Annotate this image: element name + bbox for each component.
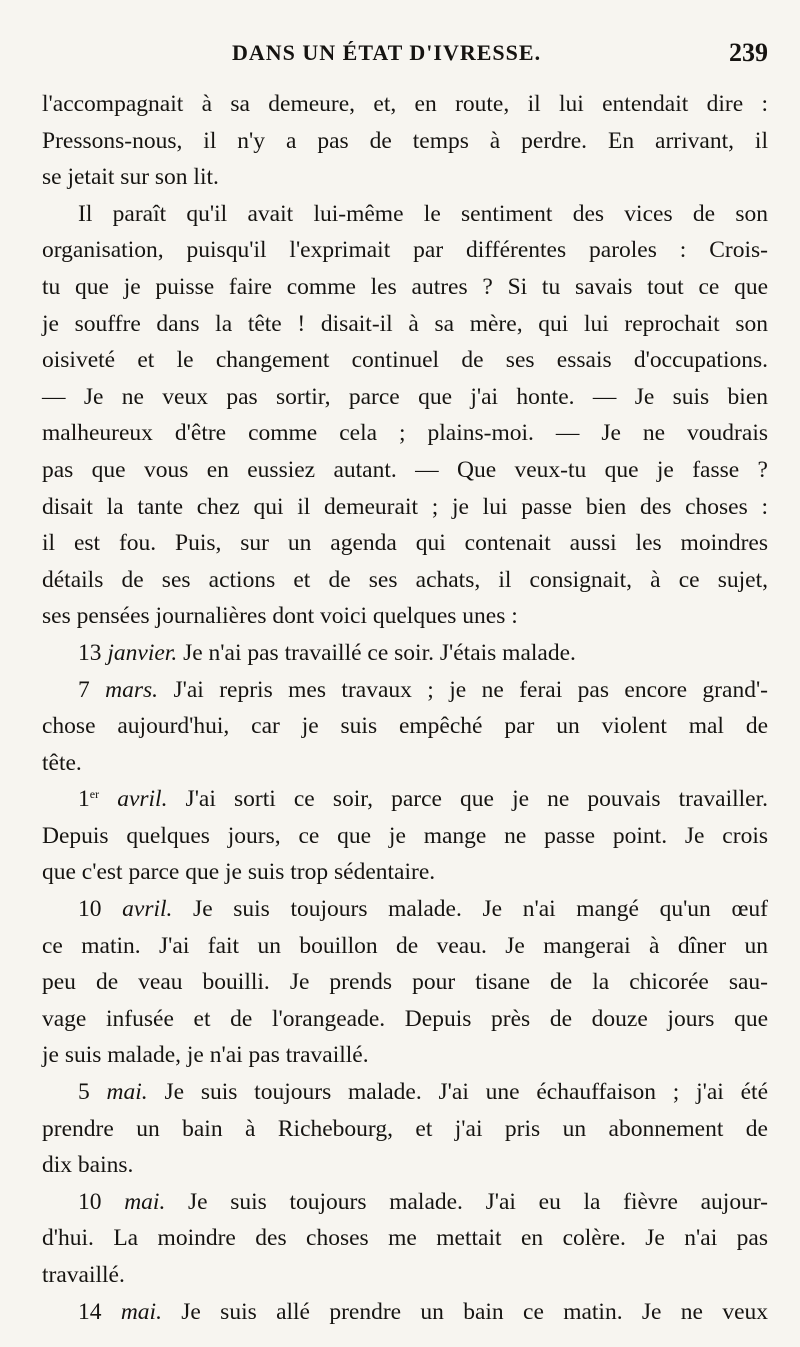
entry-date: janvier. <box>107 639 178 666</box>
text-line <box>42 1220 768 1257</box>
running-title: DANS UN ÉTAT D'IVRESSE. <box>232 40 542 65</box>
text-run: tu que je puisse faire comme les autres ? Si tu savais tout ce que <box>42 273 768 300</box>
text-line <box>42 269 768 306</box>
text-run: 10 <box>78 1188 125 1215</box>
text-line <box>42 379 768 416</box>
text-run: Je suis toujours malade. Je n'ai mangé qu'un œuf <box>172 896 768 923</box>
text-run: je souffre dans la tête ! disait-il à sa mère, qui lui reprochait son <box>42 310 768 337</box>
page-header <box>42 40 768 76</box>
text-line <box>42 598 768 635</box>
text-line <box>42 1111 768 1148</box>
text-run: oisiveté et le changement continuel de ses essais d'occupations. <box>42 347 768 374</box>
text-run: il est fou. Puis, sur un agenda qui contenait aussi les moindres <box>42 530 768 557</box>
text-line <box>42 123 768 160</box>
text-line <box>42 964 768 1001</box>
text-line <box>42 818 768 855</box>
text-run: vage infusée et de l'orangeade. Depuis près de douze jours que <box>42 1005 768 1032</box>
text-line <box>42 928 768 965</box>
text-line <box>42 489 768 526</box>
text-line <box>42 159 768 196</box>
text-run: Il paraît qu'il avait lui-même le sentiment des vices de son <box>78 200 768 227</box>
text-run: ce matin. J'ai fait un bouillon de veau. Je mangerai à dîner un <box>42 932 768 959</box>
text-run: Pressons-nous, il n'y a pas de temps à perdre. En arrivant, il <box>42 127 768 154</box>
entry-date: mai. <box>124 1188 166 1215</box>
body-text <box>42 86 768 1330</box>
text-line <box>42 854 768 891</box>
text-run: chose aujourd'hui, car je suis empêché par un violent mal de <box>42 713 768 740</box>
text-line <box>42 1074 768 1111</box>
text-line <box>42 672 768 709</box>
entry-date: avril. <box>117 786 168 813</box>
text-line <box>42 745 768 782</box>
text-run: d'hui. La moindre des choses me mettait en colère. Je n'ai pas <box>42 1225 768 1252</box>
text-line <box>42 708 768 745</box>
text-run: Depuis quelques jours, ce que je mange ne passe point. Je crois <box>42 822 768 849</box>
text-run: — Je ne veux pas sortir, parce que j'ai honte. — Je suis bien <box>42 383 768 410</box>
page-number: 239 <box>729 38 768 67</box>
text-run: prendre un bain à Richebourg, et j'ai pris un abonnement de <box>42 1115 768 1142</box>
text-run: ses pensées journalières dont voici quelques unes : <box>42 603 518 630</box>
text-run: détails de ses actions et de ses achats, il consignait, à ce sujet, <box>42 566 768 593</box>
text-run: se jetait sur son lit. <box>42 164 219 191</box>
entry-date: mai. <box>120 1298 162 1325</box>
text-run: Je suis toujours malade. J'ai eu la fièvre aujour- <box>165 1188 769 1215</box>
text-line <box>42 306 768 343</box>
text-line <box>42 635 768 672</box>
text-run: Je n'ai pas travaillé ce soir. J'étais malade. <box>177 639 576 666</box>
superscript: er <box>89 787 100 802</box>
text-run: Je suis allé prendre un bain ce matin. Je ne veux <box>161 1298 768 1325</box>
text-run: tête. <box>42 749 82 776</box>
text-line <box>42 342 768 379</box>
text-run: 7 <box>78 676 106 703</box>
text-run: 14 <box>78 1298 121 1325</box>
text-line <box>42 891 768 928</box>
text-run: malheureux d'être comme cela ; plains-moi. — Je ne voudrais <box>42 420 768 447</box>
text-line <box>42 1037 768 1074</box>
text-line <box>42 1257 768 1294</box>
text-run: Je suis toujours malade. J'ai une échauffaison ; j'ai été <box>147 1079 769 1106</box>
text-run: J'ai repris mes travaux ; je ne ferai pas encore grand'- <box>158 676 769 703</box>
text-run: que c'est parce que je suis trop sédentaire. <box>42 859 436 886</box>
text-run: organisation, puisqu'il l'exprimait par différentes paroles : Crois- <box>42 237 768 264</box>
text-line <box>42 196 768 233</box>
text-run: 10 <box>78 896 123 923</box>
text-run: J'ai sorti ce soir, parce que je ne pouvais travailler. <box>167 786 769 813</box>
text-line <box>42 452 768 489</box>
text-line <box>42 1184 768 1221</box>
text-run: travaillé. <box>42 1262 125 1288</box>
text-run: je suis malade, je n'ai pas travaillé. <box>42 1042 369 1069</box>
entry-date: mai. <box>106 1079 148 1106</box>
entry-date: avril. <box>122 896 173 923</box>
text-run: l'accompagnait à sa demeure, et, en route, il lui entendait dire : <box>42 91 768 117</box>
text-line <box>42 1147 768 1184</box>
text-run: pas que vous en eussiez autant. — Que veux-tu que je fasse ? <box>42 456 768 483</box>
text-line <box>42 781 768 818</box>
text-line <box>42 562 768 599</box>
text-line <box>42 1294 768 1331</box>
text-run: peu de veau bouilli. Je prends pour tisane de la chicorée sau- <box>42 969 768 996</box>
text-line <box>42 415 768 452</box>
text-run: disait la tante chez qui il demeurait ; je lui passe bien des choses : <box>42 493 768 520</box>
text-line <box>42 525 768 562</box>
text-run: 13 <box>78 639 108 666</box>
text-run: 5 <box>78 1079 107 1106</box>
text-run: 1 <box>78 786 90 813</box>
text-run <box>99 786 117 812</box>
entry-date: mars. <box>105 676 159 703</box>
text-line <box>42 86 768 123</box>
text-line <box>42 1001 768 1038</box>
text-run: dix bains. <box>42 1152 134 1179</box>
text-line <box>42 232 768 269</box>
